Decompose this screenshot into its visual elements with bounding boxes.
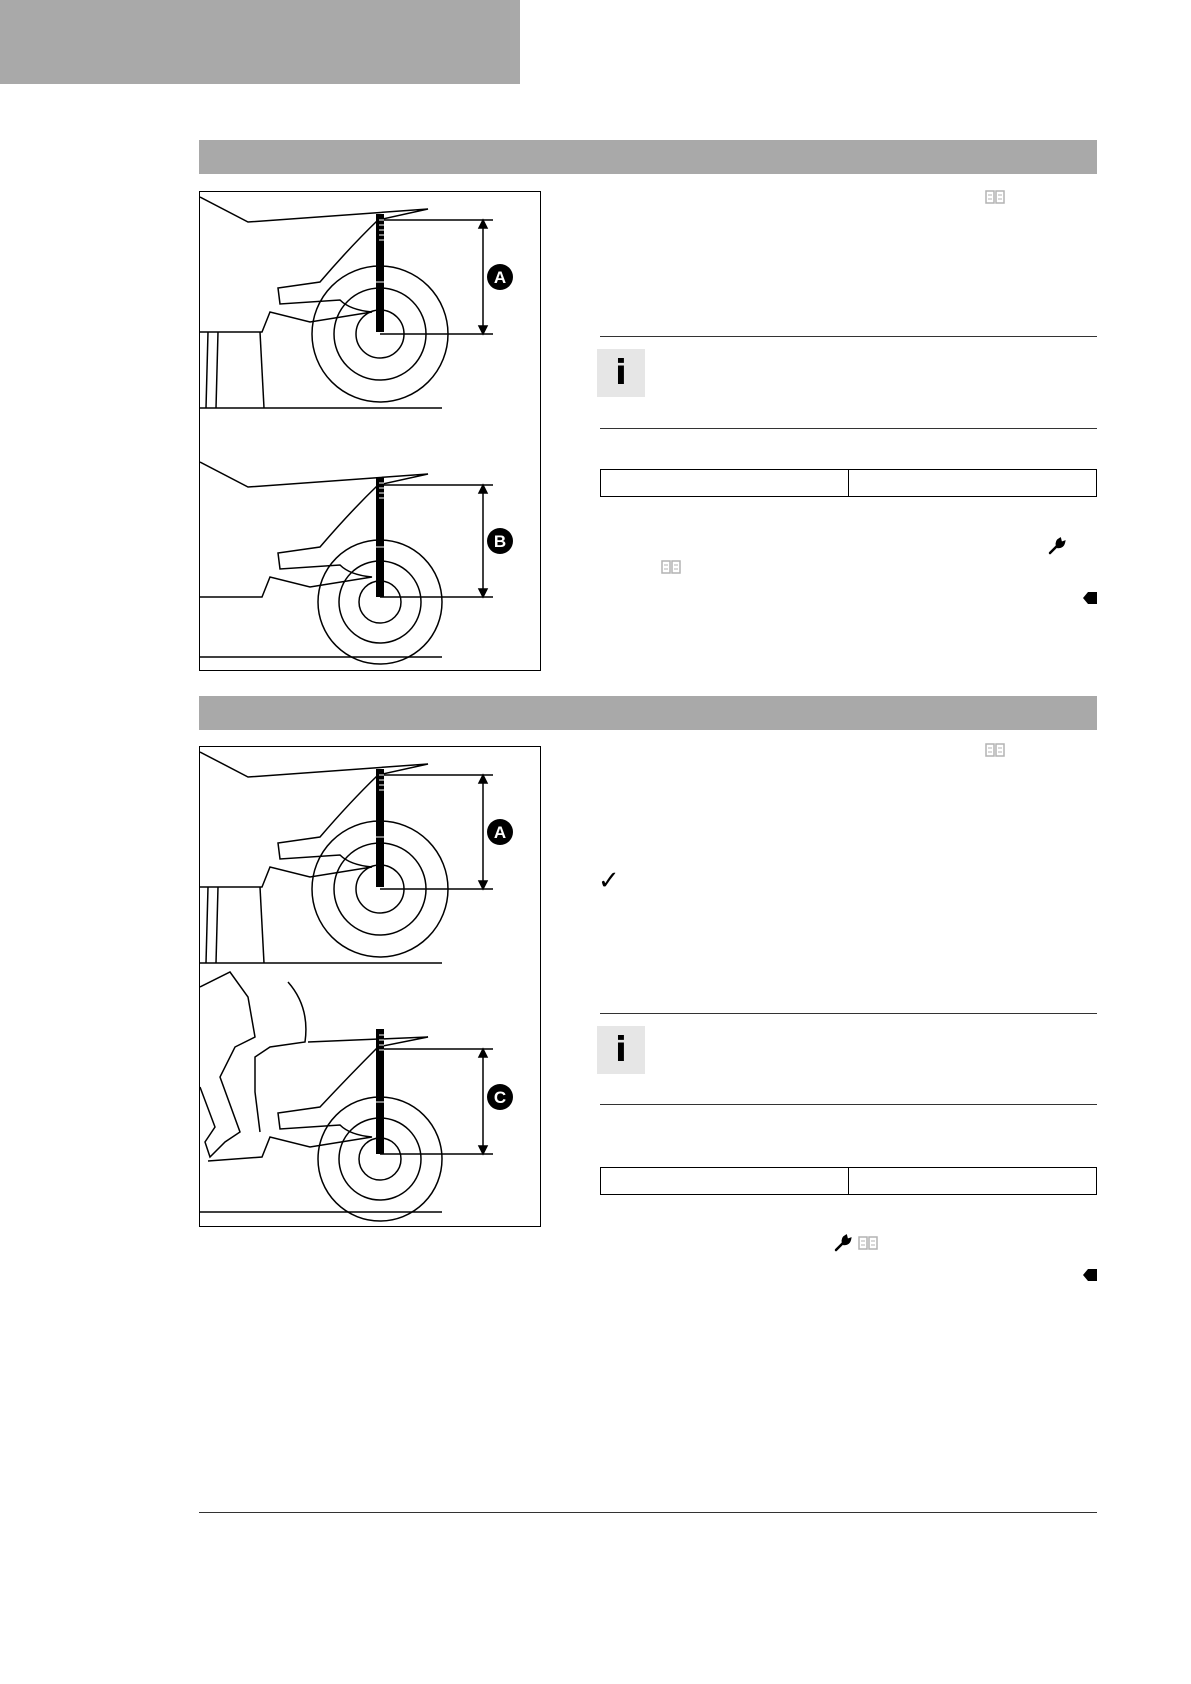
sag-measurement-figure-2 <box>199 746 541 1227</box>
manual-reference-icon[interactable] <box>858 1236 878 1250</box>
end-marker-icon <box>1083 1269 1097 1281</box>
info-box-top-rule-1 <box>600 336 1097 337</box>
dimension-label-a-2 <box>487 819 513 845</box>
manual-reference-icon[interactable] <box>985 190 1005 204</box>
info-icon: i <box>597 349 645 397</box>
dimension-label-b-1 <box>487 528 513 554</box>
end-marker-icon <box>1083 592 1097 604</box>
spec-table-cell-value <box>848 470 1096 496</box>
svg-text:A: A <box>493 268 507 287</box>
section-title-bar-1 <box>199 140 1097 174</box>
svg-text:B: B <box>493 532 507 551</box>
svg-text:C: C <box>493 1088 507 1107</box>
manual-reference-icon[interactable] <box>661 560 681 574</box>
chapter-header-tab <box>0 0 520 84</box>
info-icon: i <box>597 1026 645 1074</box>
info-box-bottom-rule-1 <box>600 428 1097 429</box>
rear-wheel-supported-drawing <box>200 462 493 664</box>
rear-wheel-unloaded-drawing <box>200 197 493 408</box>
spec-table-cell-label <box>601 470 848 496</box>
measuring-ruler <box>376 214 384 332</box>
rear-wheel-unloaded-drawing <box>200 752 493 963</box>
sag-measurement-figure-1 <box>199 191 541 671</box>
spec-table-cell-value <box>848 1168 1096 1194</box>
spec-table-1 <box>600 469 1097 497</box>
spec-table-cell-label <box>601 1168 848 1194</box>
dimension-label-c-2 <box>487 1084 513 1110</box>
wrench-icon <box>1048 537 1066 555</box>
manual-reference-icon[interactable] <box>985 743 1005 757</box>
spec-table-2 <box>600 1167 1097 1195</box>
footer-rule <box>199 1512 1097 1513</box>
checkmark-icon: ✓ <box>598 866 620 896</box>
section-title-bar-2 <box>199 696 1097 730</box>
info-box-bottom-rule-2 <box>600 1104 1097 1105</box>
info-box-top-rule-2 <box>600 1013 1097 1014</box>
rear-wheel-with-rider-drawing <box>200 972 493 1221</box>
svg-text:A: A <box>493 823 507 842</box>
wrench-icon <box>834 1234 852 1252</box>
dimension-label-a-1 <box>487 264 513 290</box>
